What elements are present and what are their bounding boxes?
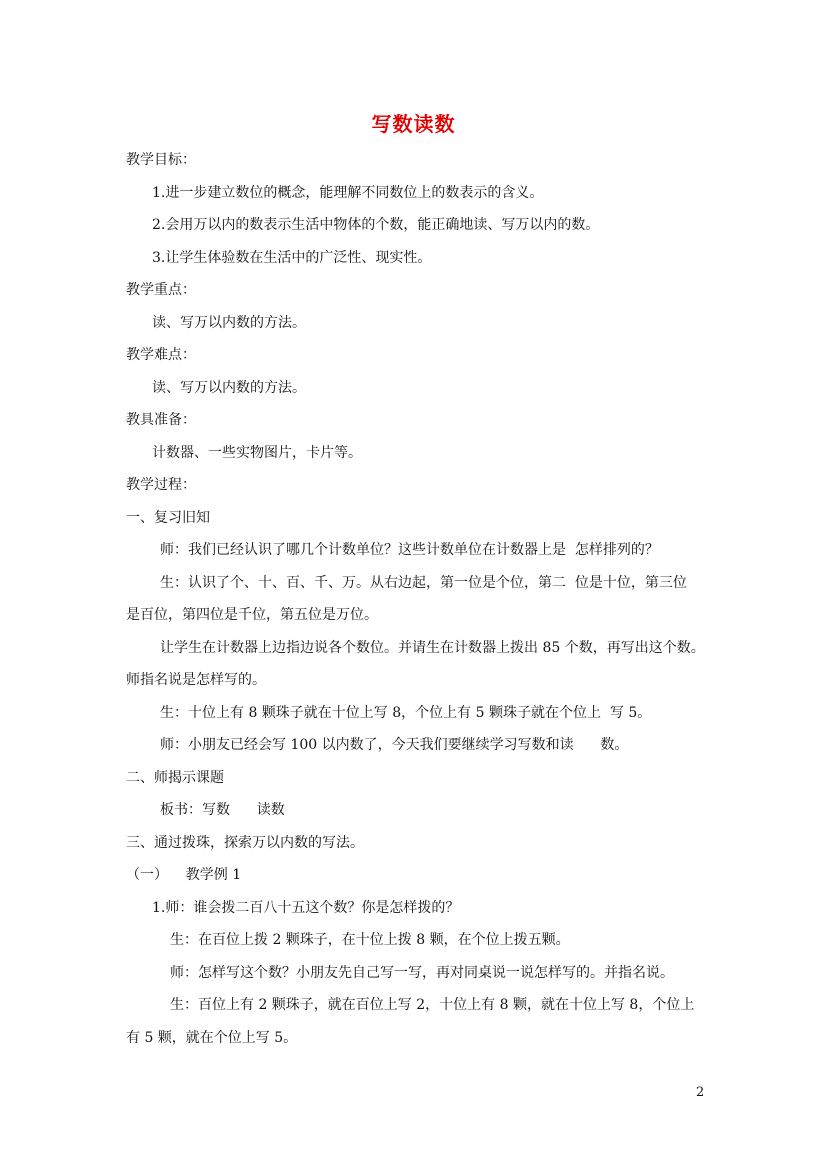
dialogue-line: 生：十位上有 8 颗珠子就在十位上写 8，个位上有 5 颗珠子就在个位上 写 5。 <box>160 705 652 721</box>
section-heading-objectives: 教学目标： <box>126 152 196 168</box>
subsection-reveal-topic: 二、师揭示课题 <box>126 770 224 786</box>
dialogue-line: 1.师：谁会拨二百八十五这个数？你是怎样拨的？ <box>152 900 460 916</box>
dialogue-line-continued: 有 5 颗，就在个位上写 5。 <box>126 1030 298 1046</box>
section-heading-difficulties: 教学难点： <box>126 347 196 363</box>
board-text: 板书：写数 读数 <box>160 802 285 818</box>
section-heading-key-points: 教学重点： <box>126 282 196 298</box>
subsection-review: 一、复习旧知 <box>126 510 210 526</box>
paragraph-line: 让学生在计数器上边指边说各个数位。并请生在计数器上拨出 85 个数，再写出这个数。 <box>160 640 705 656</box>
objective-3: 3.让学生体验数在生活中的广泛性、现实性。 <box>152 250 432 266</box>
key-point-text: 读、写万以内数的方法。 <box>152 315 306 331</box>
section-heading-process: 教学过程： <box>126 477 196 493</box>
subsection-explore: 三、通过拨珠，探索万以内数的写法。 <box>126 835 364 851</box>
example-heading: （一） 教学例 1 <box>126 867 242 883</box>
page-number: 2 <box>696 1085 705 1100</box>
materials-text: 计数器、一些实物图片，卡片等。 <box>152 445 362 461</box>
dialogue-line-continued: 是百位，第四位是千位，第五位是万位。 <box>126 607 378 623</box>
paragraph-line-continued: 师指名说是怎样写的。 <box>126 672 266 688</box>
dialogue-line: 生：百位上有 2 颗珠子，就在百位上写 2，十位上有 8 颗，就在十位上写 8，个位上 <box>170 997 695 1013</box>
objective-1: 1.进一步建立数位的概念，能理解不同数位上的数表示的含义。 <box>152 185 544 201</box>
dialogue-line: 师：怎样写这个数？小朋友先自己写一写，再对同桌说一说怎样写的。并指名说。 <box>170 965 674 981</box>
dialogue-line: 师：我们已经认识了哪几个计数单位？这些计数单位在计数器上是 怎样排列的？ <box>160 542 659 558</box>
dialogue-line: 生：在百位上拨 2 颗珠子，在十位上拨 8 颗，在个位上拨五颗。 <box>170 932 570 948</box>
section-heading-materials: 教具准备： <box>126 412 196 428</box>
dialogue-line: 生：认识了个、十、百、千、万。从右边起，第一位是个位，第二 位是十位，第三位 <box>160 575 687 591</box>
objective-2: 2.会用万以内的数表示生活中物体的个数，能正确地读、写万以内的数。 <box>152 217 600 233</box>
difficulty-text: 读、写万以内数的方法。 <box>152 380 306 396</box>
dialogue-line: 师：小朋友已经会写 100 以内数了，今天我们要继续学习写数和读 数。 <box>160 737 629 753</box>
document-title: 写数读数 <box>371 112 456 136</box>
